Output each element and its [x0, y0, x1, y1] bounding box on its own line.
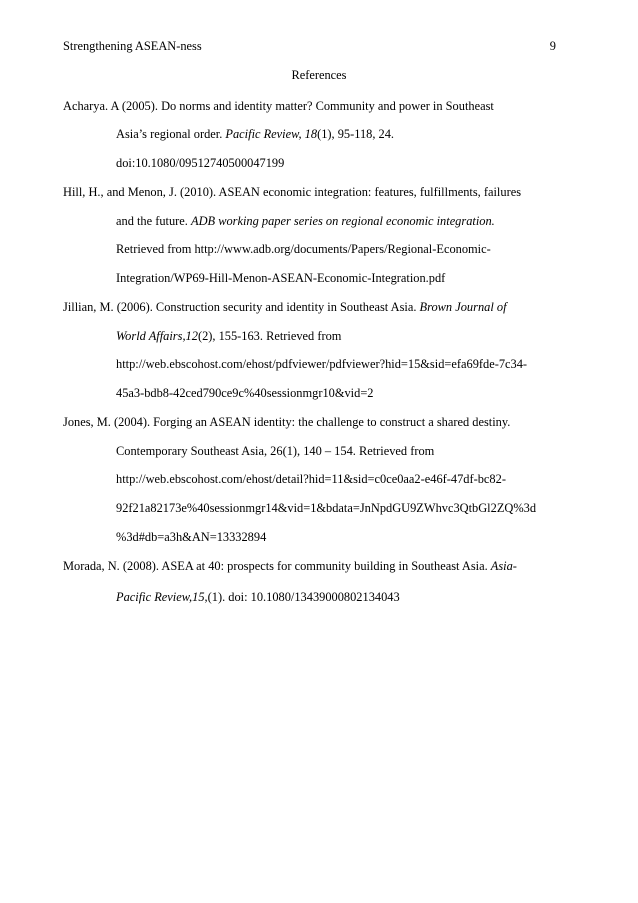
reference-jones-line-5: %3d#db=a3h&AN=13332894 — [116, 530, 267, 544]
references-heading: References — [291, 68, 347, 82]
reference-morada-line-2: Pacific Review,15,(1). doi: 10.1080/13439000802134043 — [116, 590, 400, 604]
reference-morada-line-1: Morada, N. (2008). ASEA at 40: prospects for community building in Southeast Asia. Asia- — [63, 559, 517, 573]
reference-jones-line-2: Contemporary Southeast Asia, 26(1), 140 – 154. Retrieved from — [116, 444, 435, 458]
reference-jones-line-4: 92f21a82173e%40sessionmgr14&vid=1&bdata=JnNpdGU9ZWhvc3QtbGl2ZQ%3d — [116, 501, 537, 515]
reference-hill-line-1: Hill, H., and Menon, J. (2010). ASEAN economic integration: features, fulfillments, failures — [63, 185, 522, 199]
reference-jillian-line-4: 45a3-bdb8-42ced790ce9c%40sessionmgr10&vid=2 — [116, 386, 374, 400]
reference-jones-line-1: Jones, M. (2004). Forging an ASEAN identity: the challenge to construct a shared destiny. — [63, 415, 511, 429]
running-header — [63, 37, 556, 55]
reference-acharya-line-2: Asia’s regional order. Pacific Review, 18(1), 95-118, 24. — [116, 127, 395, 141]
reference-jones-line-3: http://web.ebscohost.com/ehost/detail?hid=11&sid=c0ce0aa2-e46f-47df-bc82- — [116, 472, 506, 486]
running-title: Strengthening ASEAN-ness — [63, 39, 202, 53]
reference-jillian-line-2: World Affairs,12(2), 155-163. Retrieved from — [116, 329, 342, 343]
reference-jillian-line-1: Jillian, M. (2006). Construction security and identity in Southeast Asia. Brown Journal of — [63, 300, 507, 314]
reference-acharya-line-1: Acharya. A (2005). Do norms and identity matter? Community and power in Southeast — [63, 99, 494, 113]
reference-acharya-line-3: doi:10.1080/09512740500047199 — [116, 156, 285, 170]
page-number: 9 — [549, 39, 556, 53]
reference-hill-line-4: Integration/WP69-Hill-Menon-ASEAN-Economic-Integration.pdf — [116, 271, 446, 285]
reference-hill-line-3: Retrieved from http://www.adb.org/documents/Papers/Regional-Economic- — [116, 242, 491, 256]
reference-hill-line-2: and the future. ADB working paper series on regional economic integration. — [116, 214, 495, 228]
reference-jillian-line-3: http://web.ebscohost.com/ehost/pdfviewer/pdfviewer?hid=15&sid=efa69fde-7c34- — [116, 357, 528, 371]
